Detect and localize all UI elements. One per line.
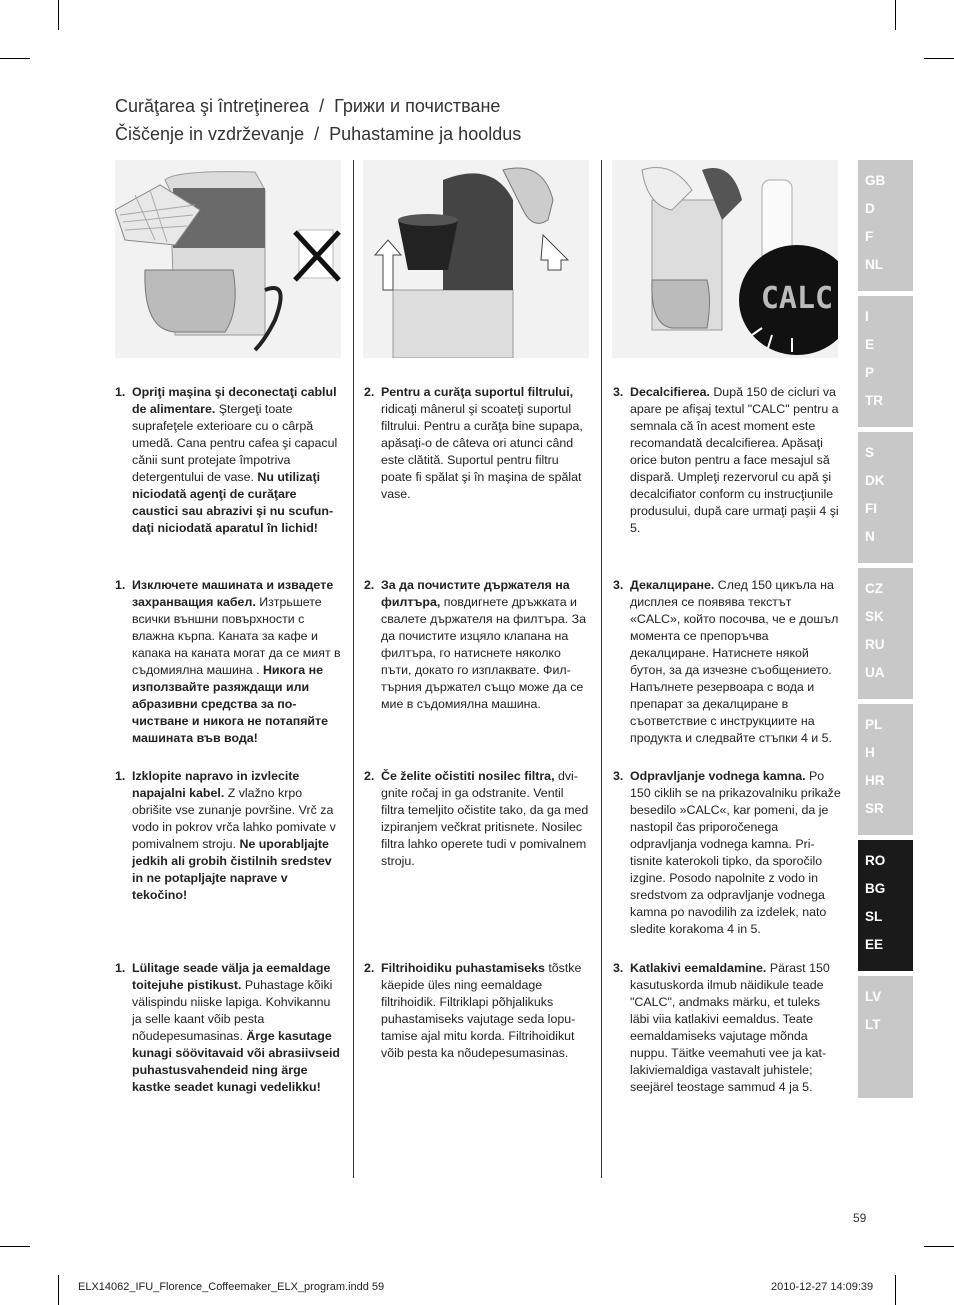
tab-s: S	[865, 445, 875, 460]
step-text: Pärast 150 kasutuskorda ilmub näidikule teade "CALC", andmaks märku, et tuleks läbi viia katlakivi eemaldus. Teate eemaldamiseks vajutage mõnda nuppu. Täitke veemahuti vee ja katlakiviemaldiga vastavalt juhistele; seejärel teostage sammud 4 ja 5.	[630, 961, 830, 1094]
page-number: 59	[853, 1211, 867, 1225]
title-separator: /	[319, 96, 325, 116]
tab-lt: LT	[865, 1017, 881, 1032]
tab-fi: FI	[865, 501, 877, 516]
illustration-unplug-and-wipe	[115, 160, 341, 358]
step-1-ee	[115, 960, 341, 1096]
step-text: Z vlažno krpo obrišite vse zunanje površine. Vrč za vodo in pokrov vrča lahko pomivate v pomivalnem stroju.	[132, 786, 336, 851]
step-text: Изтрьшете всички външни повърхности с влажна кърпа. Каната за кафе и капака на каната могат да се мият в съдомиялна машина .	[132, 595, 341, 677]
tab-i: I	[865, 309, 869, 324]
illustration-decalcify	[612, 160, 838, 358]
step-1-ro	[115, 384, 341, 537]
tab-ee: EE	[865, 937, 884, 952]
crop-mark	[0, 58, 30, 59]
tab-group-i-e-p-tr	[858, 296, 913, 427]
tab-group-lv-lt	[858, 976, 913, 1098]
step-heading: Izklopite napravo in izvlecite napajalni kabel.	[132, 769, 300, 800]
step-2-ee	[364, 960, 590, 1062]
title-bulgarian: Грижи и почистване	[334, 96, 501, 116]
calc-display-text: CALC	[760, 281, 834, 316]
step-heading: Lülitage seade välja ja eemaldage toitejuhe pistikust.	[132, 961, 331, 992]
step-text: ridicaţi mânerul şi scoateţi suportul filtrului. Pentru a curăţa bine supapa, apăsaţi-o de câteva ori atunci când este clătită. Suportul pentru filtru poate fi spălat şi în maşina de spălat vase.	[381, 402, 583, 501]
step-number: 1.	[115, 961, 126, 975]
step-number: 1.	[115, 578, 126, 592]
step-heading: Katlakivi eemaldamine.	[630, 961, 767, 975]
step-heading: Декалциране.	[630, 578, 715, 592]
step-3-ee	[613, 960, 841, 1096]
step-number: 3.	[613, 385, 624, 399]
step-heading: Če želite očistiti nosilec filtra,	[381, 769, 555, 783]
step-warning: Ne uporabljajte jedkih ali grobih čistilnih sredstev in ne potapljajte naprave v tekočino!	[132, 837, 332, 902]
crop-mark	[895, 1275, 896, 1305]
tab-sk: SK	[865, 609, 884, 624]
step-text: повдигнете дръжката и свалете държателя на филтъра. За да почистите изцяло клапана на филтъра, го натиснете няколко пъти, докато го изплаквате. Филтърния държател също може да се мие в съдомиялна машина.	[381, 595, 586, 711]
step-3-bg	[613, 577, 841, 747]
tab-group-cz-sk-ru-ua	[858, 568, 913, 699]
crop-mark	[58, 0, 59, 30]
tab-n: N	[865, 529, 875, 544]
step-number: 1.	[115, 769, 126, 783]
step-number: 3.	[613, 769, 624, 783]
step-text: După 150 de cicluri va apare pe afişaj textul "CALC" pentru a semnala că în acest moment este recomandată decalcifierea. Apăsaţi orice buton pentru a face mesajul să dispară. Umpleţi rezervorul cu apă şi decalcifiator conform cu instrucţiunile produsului, după care urmaţi paşii 4 şi 5.	[630, 385, 839, 535]
tab-tr: TR	[865, 393, 883, 408]
step-number: 3.	[613, 578, 624, 592]
tab-lv: LV	[865, 989, 882, 1004]
title-slovenian: Čiščenje in vzdrževanje	[115, 124, 305, 144]
step-warning: Nu utilizaţi niciodată agenţi de curăţare caustici sau abrazivi şi nu scufundaţi niciodată aparatul în lichid!	[132, 470, 334, 535]
step-2-sl	[364, 768, 590, 870]
tab-bg: BG	[865, 881, 886, 896]
page-title-line-2	[115, 124, 521, 145]
step-heading: Изключете машината и извадeте захранващия кабел.	[132, 578, 334, 609]
tab-f: F	[865, 229, 874, 244]
step-number: 2.	[364, 769, 375, 783]
step-1-sl	[115, 768, 341, 904]
step-2-bg	[364, 577, 590, 713]
tab-d: D	[865, 201, 875, 216]
tab-ro: RO	[865, 853, 886, 868]
tab-ru: RU	[865, 637, 885, 652]
footer-datetime: 2010-12-27 14:09:39	[771, 1281, 874, 1293]
tab-dk: DK	[865, 473, 885, 488]
step-text: След 150 цикъла на дисплея се появява текстът «CALC», който посочва, че е дошъл момента се препоръчва декалциране. Натиснете някой бутон, за да изчезне съобщението. Напълнете резервоара с вода и препарат за декалциране в съответствие с инструкциите на продукта и следвайте стъпки 4 и 5.	[630, 578, 839, 745]
title-estonian: Puhastamine ja hooldus	[329, 124, 522, 144]
step-number: 2.	[364, 578, 375, 592]
crop-mark	[924, 58, 954, 59]
tab-pl: PL	[865, 717, 883, 732]
step-warning: Никога не използвайте разяждащи или абразивни средства за почистване и никога не потапяйте машината във вода!	[132, 663, 329, 745]
crop-mark	[0, 1246, 30, 1247]
illustration-filter-holder	[363, 160, 589, 358]
tab-sl: SL	[865, 909, 883, 924]
column-divider	[353, 160, 354, 1178]
step-number: 3.	[613, 961, 624, 975]
crop-mark	[924, 1246, 954, 1247]
step-heading: За да почистите държателя на филтъра,	[381, 578, 570, 609]
tab-hr: HR	[865, 773, 885, 788]
footer-filename: ELX14062_IFU_Florence_Coffeemaker_ELX_program.indd 59	[78, 1281, 385, 1293]
step-heading: Odpravljanje vodnega kamna.	[630, 769, 806, 783]
step-text: dvignite ročaj in ga odstranite. Ventil filtra temeljito očistite tako, da ga med izpiranjem večkrat pritisnete. Nosilec filtra lahko operete tudi v pomivalnem stroju.	[381, 769, 589, 868]
step-text: Ştergeţi toate suprafeţele exterioare cu o cârpă umedă. Cana pentru cafea şi capacul cănii sunt protejate împotriva detergentului de vase.	[132, 402, 338, 484]
step-warning: Ärge kasutage kunagi söövitavaid või abrasiivseid puhastusvahendeid ning ärge kastke seadet kunagi vedelikku!	[132, 1029, 340, 1094]
step-heading: Filtrihoidiku puhastamiseks	[381, 961, 545, 975]
step-number: 2.	[364, 961, 375, 975]
tab-nl: NL	[865, 257, 883, 272]
step-heading: Pentru a curăţa suportul filtrului,	[381, 385, 574, 399]
step-text: Puhastage kõiki välispindu niiske lapiga. Kohvikannu ja selle kaant võib pesta nõudepesumasinas.	[132, 978, 333, 1043]
step-3-sl	[613, 768, 841, 938]
tab-h: H	[865, 745, 875, 760]
step-number: 2.	[364, 385, 375, 399]
tab-group-gb-d-f-nl	[858, 160, 913, 291]
tab-group-pl-h-hr-sr	[858, 704, 913, 835]
column-divider	[601, 160, 602, 1178]
crop-mark	[895, 0, 896, 30]
tab-group-s-dk-fi-n	[858, 432, 913, 563]
tab-sr: SR	[865, 801, 884, 816]
tab-ua: UA	[865, 665, 885, 680]
step-2-ro	[364, 384, 590, 503]
step-text: Po 150 ciklih se na prikazovalniku prikaže besedilo »CALC«, kar pomeni, da je nastopil čas priporočenega odpravljanja vodnega kamna. Pritisnite katerokoli tipko, da sporočilo izgine. Posodo napolnite z vodo in sredstvom za odpravljanje vodnega kamna po navodilih za izdelek, nato sledite korakoma 4 in 5.	[630, 769, 841, 936]
step-text: tõstke käepide üles ning eemaldage filtrihoidik. Filtriklapi põhjalikuks puhastamiseks vajutage seda loputamise ajal mitu korda. Filtrihoidikut võib pesta ka nõudepesumasinas.	[381, 961, 582, 1060]
tab-gb: GB	[865, 173, 886, 188]
tab-cz: CZ	[865, 581, 883, 596]
title-romanian: Curăţarea şi întreţinerea	[115, 96, 310, 116]
tab-e: E	[865, 337, 875, 352]
step-1-bg	[115, 577, 341, 747]
tab-group-ro-bg-sl-ee	[858, 840, 913, 971]
step-heading: Decalcifierea.	[630, 385, 710, 399]
title-separator: /	[314, 124, 320, 144]
step-number: 1.	[115, 385, 126, 399]
page-title-line-1	[115, 96, 500, 117]
tab-p: P	[865, 365, 875, 380]
crop-mark	[58, 1275, 59, 1305]
step-3-ro	[613, 384, 841, 537]
step-heading: Opriţi maşina şi deconectaţi cablul de alimentare.	[132, 385, 337, 416]
